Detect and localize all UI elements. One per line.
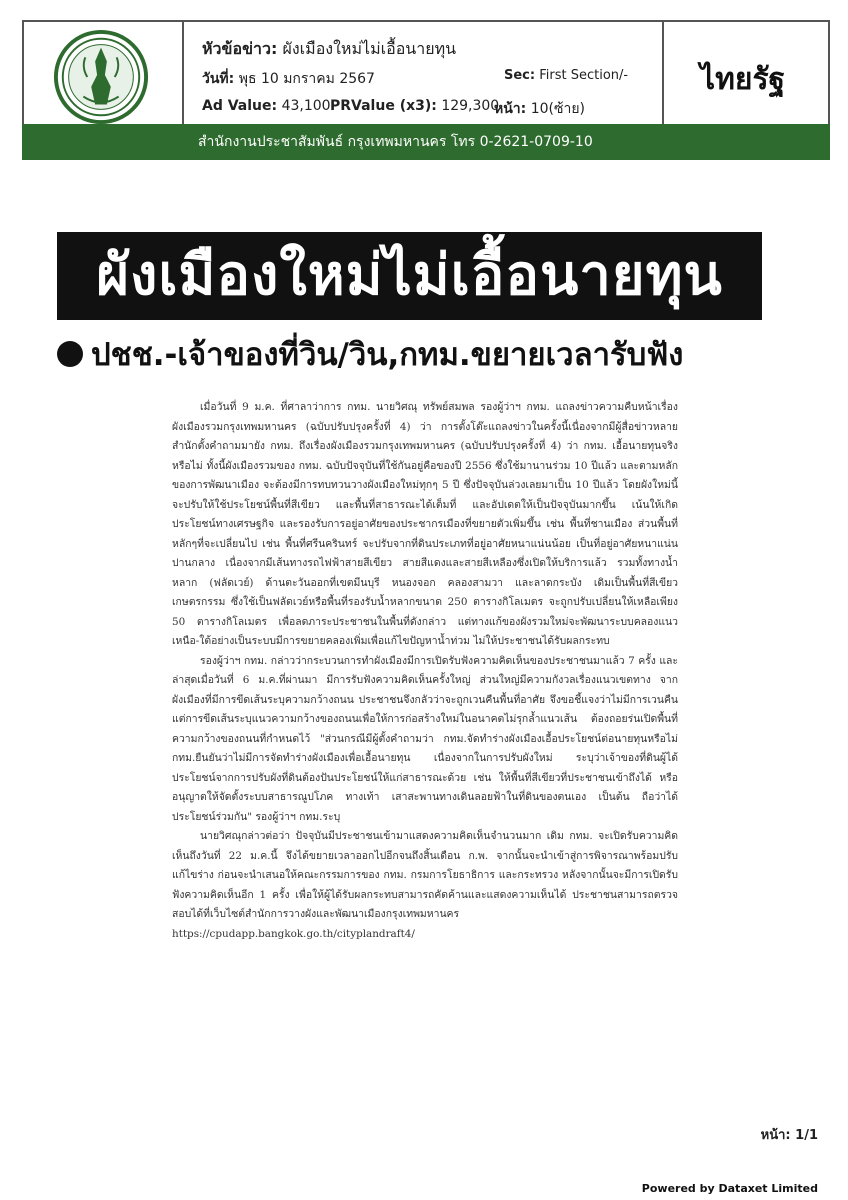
date-value: พุธ 10 มกราคม 2567: [238, 71, 375, 87]
headline-value: ผังเมืองใหม่ไม่เอื้อนายทุน: [282, 39, 457, 58]
page-row: [494, 98, 585, 120]
page-count: หน้า: 1/1: [760, 1128, 818, 1143]
headline-label: หัวข้อข่าว:: [202, 39, 278, 58]
page-value: 10(ซ้าย): [530, 101, 586, 117]
article-paragraph: เมื่อวันที่ 9 ม.ค. ที่ศาลาว่าการ กทม. นายวิศณุ ทรัพย์สมพล รองผู้ว่าฯ กทม. แถลงข่าวความคืบหน้าเรื่องผังเมืองรวมกรุงเทพมหานคร (ฉบับปรับปรุงครั้งที่ 4) ว่า การตั้งโต๊ะแถลงข่าวในครั้งนี้เนื่องจากมีผู้สื่อข่าวหลายสำนักตั้งคำถามมายัง กทม. ถึงเรื่องผังเมืองรวมกรุงเทพมหานคร (ฉบับปรับปรุงครั้งที่ 4) ว่า กทม. เอื้อนายทุนจริงหรือไม่ ทั้งนี้ผังเมืองรวมของ กทม. ฉบับปัจจุบันที่ใช้กันอยู่คือของปี 2556 ซึ่งใช้มานานร่วม 10 ปีแล้ว และตามหลักของการพัฒนาเมือง จะต้องมีการทบทวนวางผังเมืองใหม่ทุกๆ 5 ปี ซึ่งปัจจุบันล่วงเลยมาเป็น 10 ปีแล้ว โดยผังใหม่นี้จะปรับให้ใช้ประโยชน์พื้นที่สีเขียว และพื้นที่สาธารณะได้เต็มที่ และอัปเดตให้เป็นปัจจุบันมากขึ้น เน้นให้เกิดประโยชน์ทางเศรษฐกิจ และรองรับการอยู่อาศัยของประชากรเมืองที่ขยายตัวเพิ่มขึ้น เช่น พื้นที่ชานเมือง ส่วนพื้นที่หลักๆที่จะเปลี่ยนไป เช่น พื้นที่ศรีนครินทร์ จะปรับจากที่ดินประเภทที่อยู่อาศัยหนาแน่นน้อย เป็นที่อยู่อาศัยหนาแน่นปานกลาง เนื่องจากมีเส้นทางรถไฟฟ้าสายสีเขียว สายสีแดงและสายสีเหลืองซึ่งเปิดให้บริการแล้ว รวมทั้งทางน้ำหลาก (ฟลัดเวย์) ด้านตะวันออกที่เขตมีนบุรี หนองจอก คลองสามวา และลาดกระบัง เดิมเป็นพื้นที่สีเขียวเกษตรกรรม ซึ่งใช้เป็นฟลัดเวย์หรือพื้นที่รองรับน้ำหลากขนาด 250 ตารางกิโลเมตร จะถูกปรับเปลี่ยนให้เหลือเพียง 50 ตารางกิโลเมตร เพื่อลดภาระประชาชนในพื้นที่ดังกล่าว แต่ทางแก้ของผังรวมใหม่จะพัฒนาระบบคลองแนวเหนือ-ใต้อย่างเป็นระบบมีการขยายคลองเพิ่มเพื่อแก้ไขปัญหาน้ำท่วม ไม่ให้ประชาชนได้รับผลกระทบ: [172, 401, 678, 647]
newspaper-name: ไทยรัฐ: [700, 62, 786, 97]
date-label: วันที่:: [202, 71, 235, 87]
section-row: [504, 68, 628, 83]
date-row: [202, 68, 375, 90]
page-label: หน้า:: [494, 101, 527, 117]
sec-label: Sec:: [504, 68, 536, 83]
ad-label: Ad Value:: [202, 98, 278, 114]
pr-value-row: [330, 98, 499, 114]
prv-label: PRValue (x3):: [330, 98, 437, 114]
bangkok-seal-icon: [52, 28, 150, 126]
sec-value: First Section/-: [539, 68, 629, 83]
office-bar: สำนักงานประชาสัมพันธ์ กรุงเทพมหานคร โทร 0-2621-0709-10: [22, 124, 830, 160]
ad-value: 43,100: [281, 98, 331, 114]
powered-by: Powered by Dataxet Limited: [641, 1182, 818, 1195]
article-paragraph: นายวิศณุกล่าวต่อว่า ปัจจุบันมีประชาชนเข้ามาแสดงความคิดเห็นจำนวนมาก เดิม กทม. จะเปิดรับความคิดเห็นถึงวันที่ 22 ม.ค.นี้ จึงได้ขยายเวลาออกไปอีกจนถึงสิ้นเดือน ก.พ. จากนั้นจะนำเข้าสู่การพิจารณาพร้อมปรับแก้ไขร่าง ก่อนจะนำเสนอให้คณะกรรมการของ กทม. กรมการโยธาธิการ และกระทรวง หลังจากนั้นจะมีการเปิดรับฟังความคิดเห็นอีก 1 ครั้ง เพื่อให้ผู้ได้รับผลกระทบสามารถคัดค้านและแสดงความเห็นได้ ประชาชนสามารถตรวจสอบได้ที่เว็บไซต์สำนักการวางผังและพัฒนาเมืองกรุงเทพมหานคร https://cpudapp.bangkok.go.th/cityplandraft4/: [172, 830, 678, 940]
bullet-icon: [57, 341, 83, 367]
article-paragraph: รองผู้ว่าฯ กทม. กล่าวว่ากระบวนการทำผังเมืองมีการเปิดรับฟังความคิดเห็นของประชาชนมาแล้ว 7 ครั้ง และล่าสุดเมื่อวันที่ 6 ม.ค.ที่ผ่านมา มีการรับฟังความคิดเห็นครั้งใหญ่ ส่วนใหญ่มีความกังวลเรื่องแนวเขตทาง จากผังเมืองที่มีการขีดเส้นระบุความกว้างถนน ประชาชนจึงกลัวว่าจะถูกเวนคืนพื้นที่อาศัย จึงขอชี้แจงว่าไม่มีการเวนคืน แต่การขีดเส้นระบุแนวความกว้างของถนนเพื่อให้การก่อสร้างใหม่ในอนาคตไม่รุกล้ำแนวเส้น ต้องถอยร่นเปิดพื้นที่ความกว้างของถนนที่กำหนดไว้ "ส่วนกรณีมีผู้ตั้งคำถามว่า กทม.จัดทำร่างผังเมืองเอื้อประโยชน์ต่อนายทุนหรือไม่ กทม.ยืนยันว่าไม่มีการจัดทำร่างผังเมืองเพื่อเอื้อนายทุน เนื่องจากในการปรับผังใหม่ ระบุว่าเจ้าของที่ดินผู้ได้ประโยชน์จากการปรับผังที่ดินต้องปันประโยชน์ให้แก่สาธารณะด้วย เช่น ให้พื้นที่สีเขียวที่ประชาชนเข้าถึงได้ หรืออนุญาตให้จัดตั้งระบบสาธารณูปโภค ทางเท้า เสาสะพานทางเดินลอยฟ้าในที่ดินของตนเอง เป็นต้น ถือว่าได้ประโยชน์ร่วมกัน" รองผู้ว่าฯ กทม.ระบุ: [172, 654, 678, 823]
article-subheadline: ปชช.-เจ้าของที่วิน/วิน,กทม.ขยายเวลารับฟัง: [91, 337, 684, 373]
article-headline-box: [57, 232, 762, 320]
article-subheadline-row: [57, 330, 777, 380]
prv-value: 129,300: [441, 98, 500, 114]
article-headline: ผังเมืองใหม่ไม่เอื้อนายทุน: [96, 243, 723, 308]
ad-value-row: [202, 98, 331, 114]
headline-row: [202, 37, 456, 62]
article-body: [172, 398, 678, 944]
